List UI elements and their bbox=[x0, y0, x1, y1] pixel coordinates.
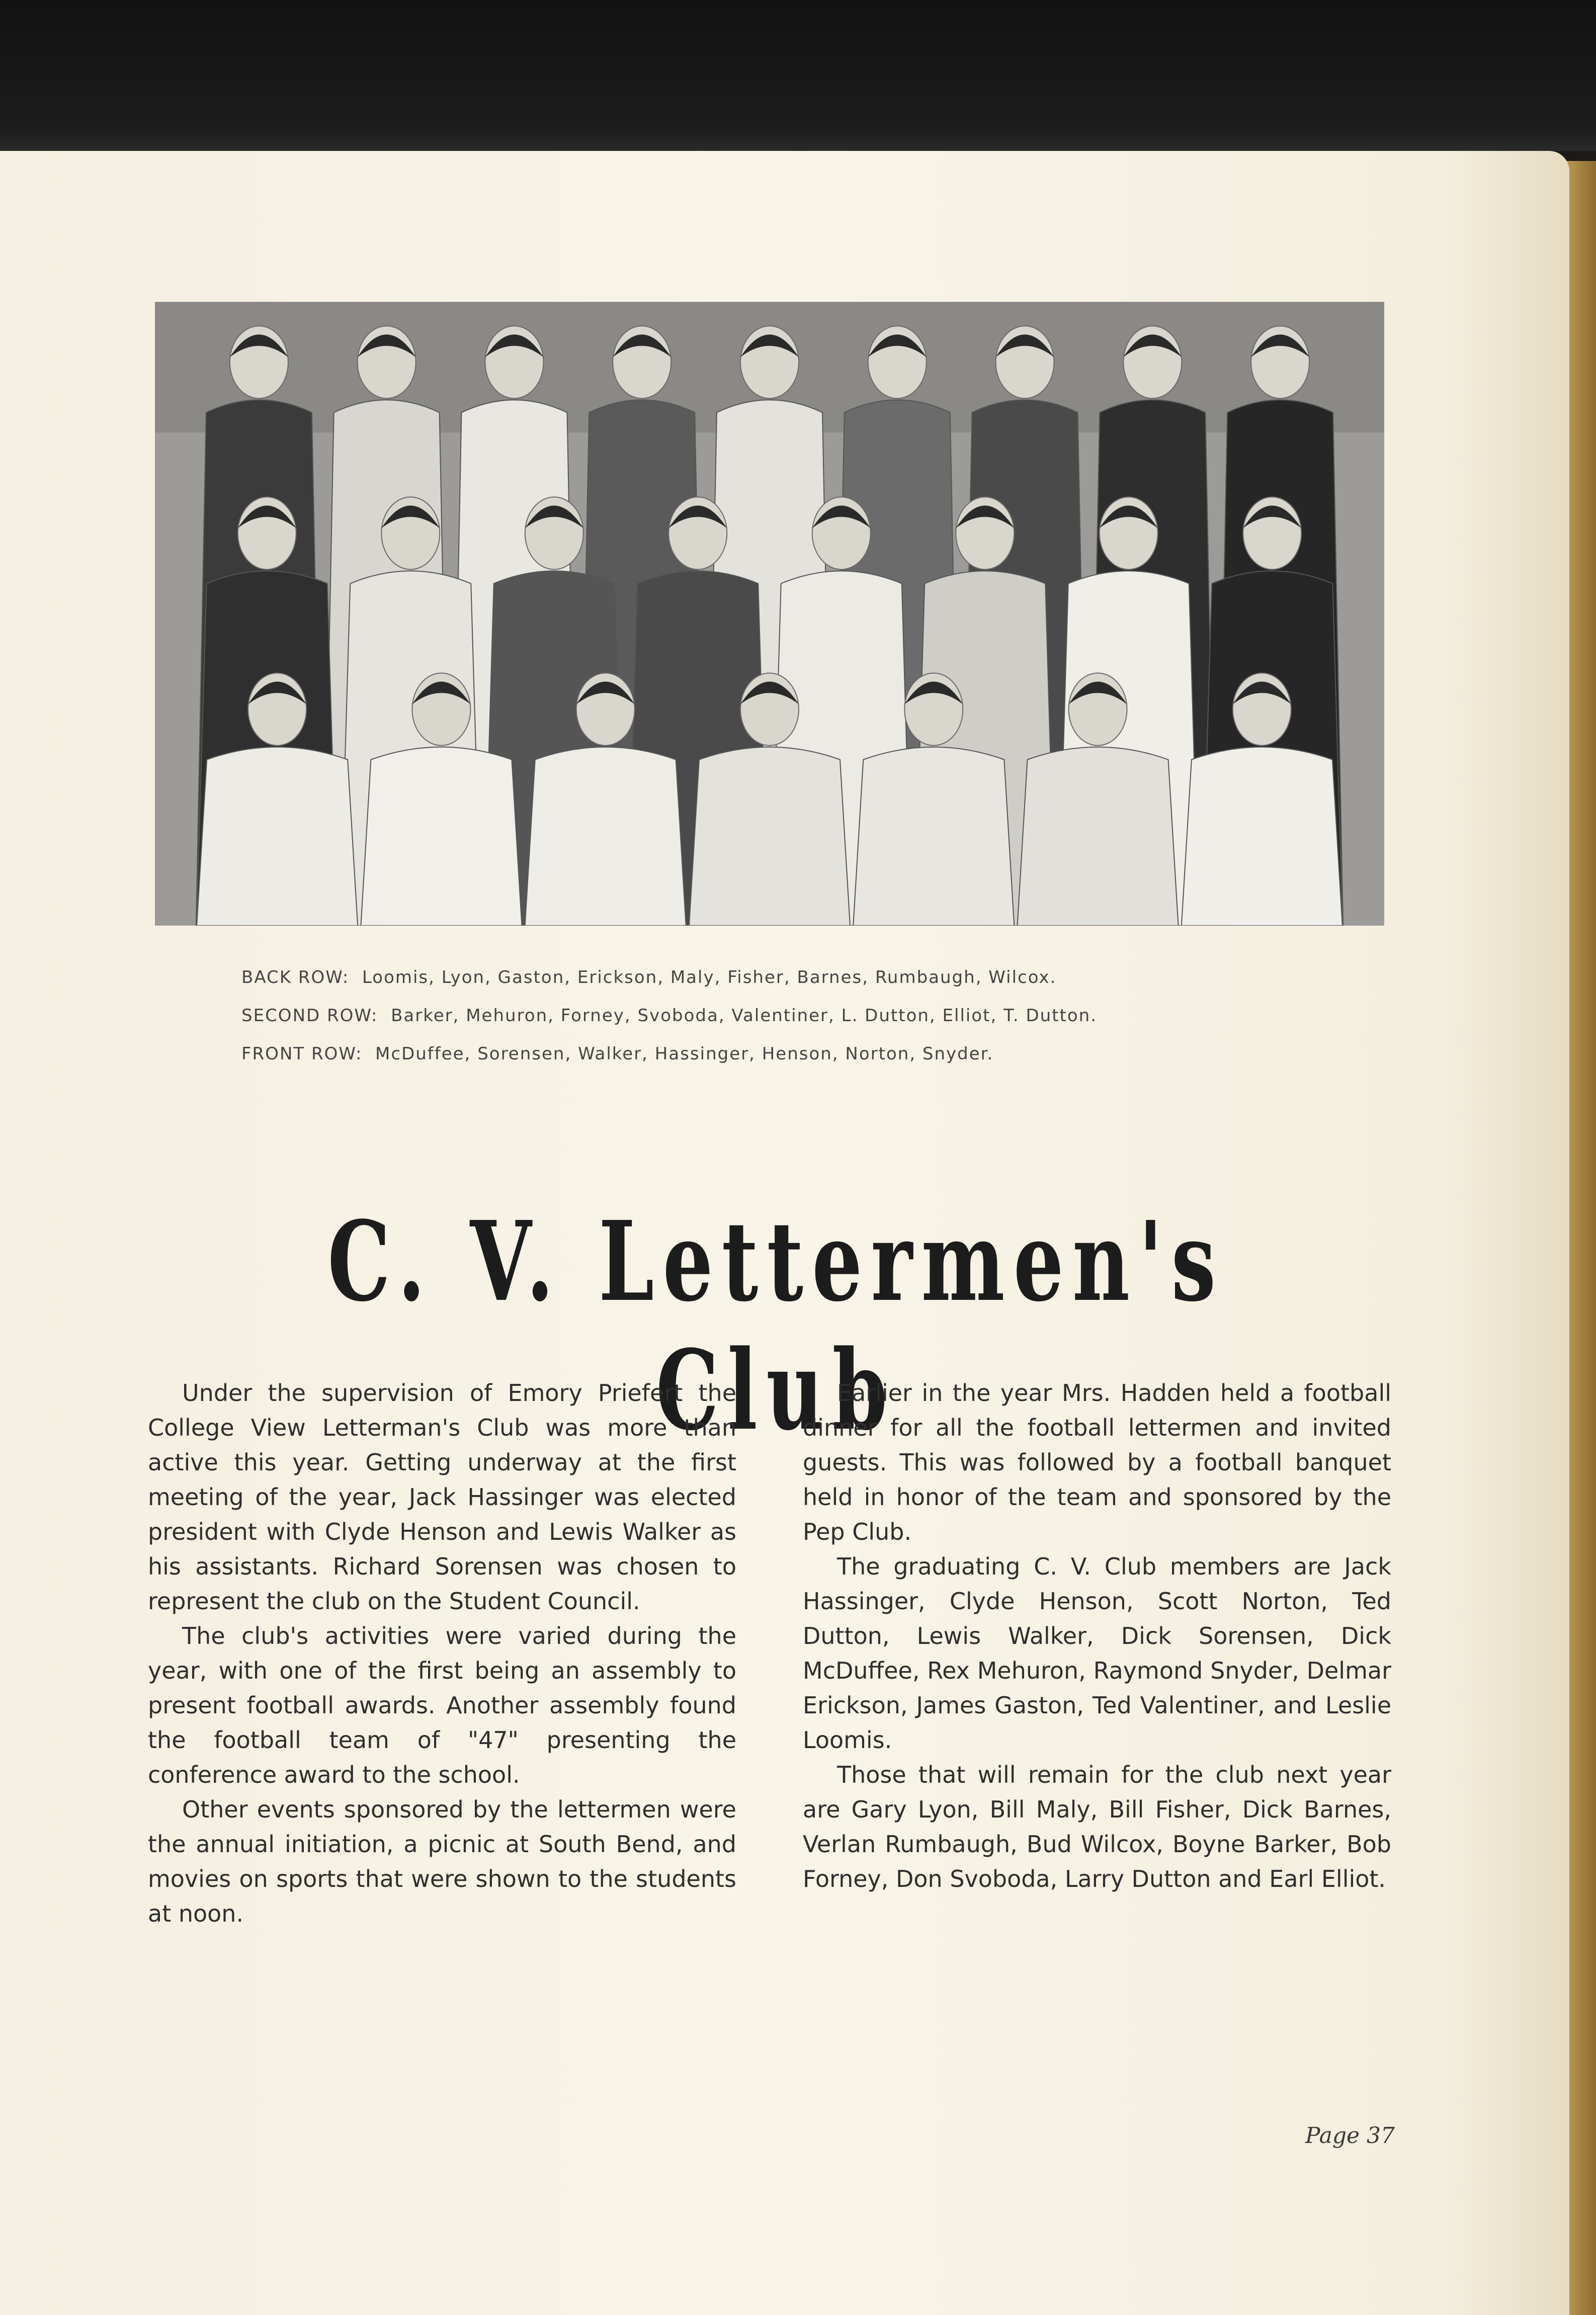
scan-top-band bbox=[0, 0, 1596, 151]
paragraph: Those that will remain for the club next year are Gary Lyon, Bill Maly, Bill Fisher, Dick Barnes, Verlan Rumbaugh, Bud Wilcox, Boyne Barker, Bob Forney, Don Svoboda, Larry Dutton and Earl Elliot. bbox=[803, 1761, 1391, 1892]
caption-row-names: Loomis, Lyon, Gaston, Erickson, Maly, Fisher, Barnes, Rumbaugh, Wilcox. bbox=[362, 967, 1057, 987]
paragraph: Earlier in the year Mrs. Hadden held a football dinner for all the football lettermen and invited guests. This was followed by a football banquet held in honor of the team and sponsored by the Pep Club. bbox=[803, 1379, 1391, 1545]
paragraph: Under the supervision of Emory Priefert the College View Letterman's Club was more than active this year. Getting underway at the first meeting of the year, Jack Hassinger was elected president with Clyde Henson and Lewis Walker as his assistants. Richard Sorensen was chosen to represent the club on the Student Council. bbox=[148, 1379, 736, 1615]
page-number: Page 37 bbox=[1305, 2123, 1395, 2148]
person-body bbox=[853, 747, 1014, 926]
caption-second-row bbox=[241, 997, 1398, 1035]
person-body bbox=[689, 747, 850, 926]
person-body bbox=[197, 747, 358, 926]
caption-back-row bbox=[241, 958, 1398, 997]
page-title: C. V. Lettermen's Club bbox=[327, 1197, 1225, 1455]
caption-row-names: Barker, Mehuron, Forney, Svoboda, Valentiner, L. Dutton, Elliot, T. Dutton. bbox=[391, 1006, 1098, 1026]
person-body bbox=[1018, 747, 1179, 926]
caption-row-names: McDuffee, Sorensen, Walker, Hassinger, Henson, Norton, Snyder. bbox=[375, 1044, 994, 1064]
paragraph: The graduating C. V. Club members are Jack Hassinger, Clyde Henson, Scott Norton, Ted Dutton, Lewis Walker, Dick Sorensen, Dick McDuffee, Rex Mehuron, Raymond Snyder, Delmar Erickson, James Gaston, Ted Valentiner, and Leslie Loomis. bbox=[803, 1553, 1391, 1754]
photo-caption bbox=[241, 958, 1398, 1073]
person-body bbox=[1182, 747, 1342, 926]
paragraph: Other events sponsored by the lettermen were the annual initiation, a picnic at South Bend, and movies on sports that were shown to the students at noon. bbox=[148, 1796, 736, 1927]
caption-row-label: SECOND ROW: bbox=[241, 1006, 378, 1026]
caption-front-row bbox=[241, 1035, 1398, 1073]
caption-row-label: FRONT ROW: bbox=[241, 1044, 363, 1064]
group-photo-illustration bbox=[155, 302, 1384, 926]
article-right-column bbox=[803, 1376, 1391, 1896]
team-group-photo bbox=[155, 302, 1384, 926]
caption-row-label: BACK ROW: bbox=[241, 967, 350, 987]
person-body bbox=[361, 747, 522, 926]
article-left-column bbox=[148, 1376, 736, 1931]
paragraph: The club's activities were varied during the year, with one of the first being an assembly to present football awards. Another assembly found the football team of "47" presenting the conference award to the school. bbox=[148, 1622, 736, 1788]
person-body bbox=[525, 747, 686, 926]
